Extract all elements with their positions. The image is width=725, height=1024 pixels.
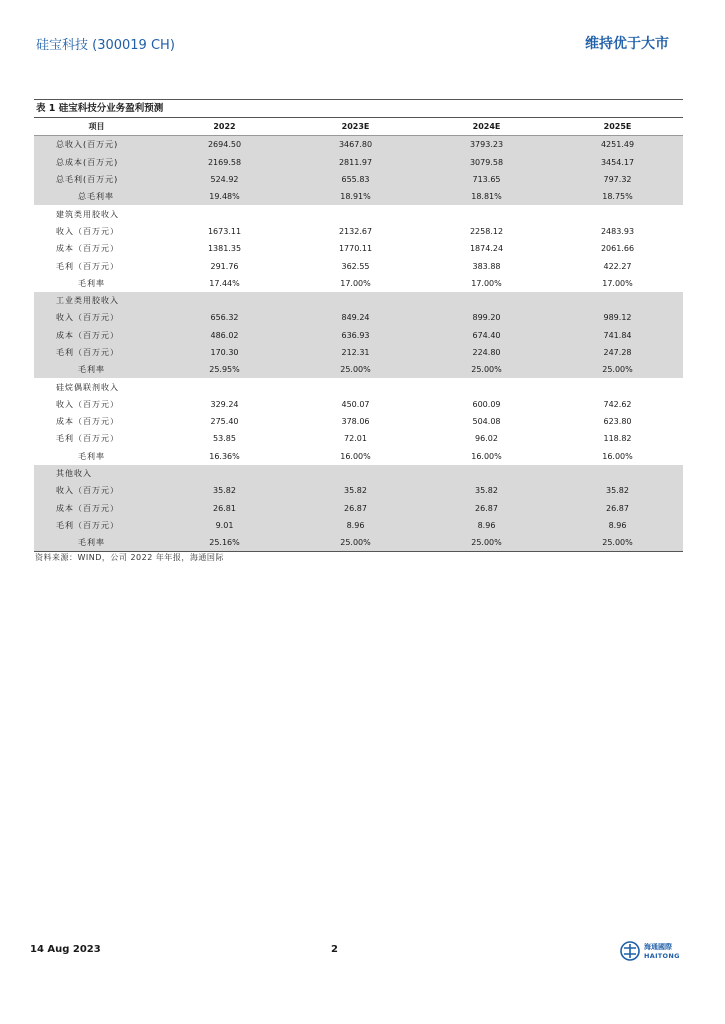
cell-value: 329.24 <box>210 399 239 409</box>
cell-value: 26.87 <box>290 500 421 517</box>
cell-value: 713.65 <box>421 171 552 188</box>
cell-value: 17.00% <box>340 278 371 288</box>
header-company: 硅宝科技 (300019 CH) <box>36 38 175 53</box>
cell-value: 655.83 <box>290 171 421 188</box>
row-label: 其他收入 <box>34 465 159 482</box>
cell-value: 19.48% <box>159 188 290 205</box>
cell-value: 2811.97 <box>290 154 421 171</box>
cell-value: 18.75% <box>552 188 683 205</box>
cell-value: 26.87 <box>552 500 683 517</box>
cell-value: 26.87 <box>421 500 552 517</box>
table-row <box>34 430 683 447</box>
cell-value: 797.32 <box>552 171 683 188</box>
table-title: 表 1 硅宝科技分业务盈利预测 <box>34 99 683 117</box>
cell-value: 2694.50 <box>159 136 290 154</box>
cell-value <box>421 378 552 395</box>
row-label: 毛利率 <box>34 361 159 378</box>
cell-value: 3079.58 <box>421 154 552 171</box>
cell-value <box>159 465 290 482</box>
row-label: 成本（百万元） <box>34 500 159 517</box>
cell-value: 25.00% <box>552 361 683 378</box>
row-label: 工业类用胶收入 <box>34 292 159 309</box>
cell-value: 72.01 <box>344 434 367 444</box>
row-label: 毛利（百万元） <box>56 434 119 444</box>
cell-value: 383.88 <box>472 261 501 271</box>
row-label: 毛利率 <box>78 451 105 461</box>
cell-value: 899.20 <box>421 309 552 326</box>
table-row <box>34 500 683 517</box>
cell-value <box>552 378 683 395</box>
cell-value: 170.30 <box>159 344 290 361</box>
footer-date: 14 Aug 2023 <box>30 944 101 955</box>
cell-value: 2483.93 <box>600 226 635 236</box>
table-row <box>34 223 683 240</box>
cell-value: 25.16% <box>159 534 290 552</box>
row-label: 收入（百万元） <box>34 482 159 499</box>
cell-value: 35.82 <box>290 482 421 499</box>
cell-value: 275.40 <box>210 417 239 427</box>
column-header: 项目 <box>34 118 159 136</box>
cell-value: 16.00% <box>602 451 633 461</box>
cell-value <box>159 292 290 309</box>
cell-value: 25.95% <box>159 361 290 378</box>
row-label: 总毛利(百万元) <box>34 171 159 188</box>
cell-value: 524.92 <box>159 171 290 188</box>
table-row <box>34 517 683 534</box>
cell-value: 224.80 <box>421 344 552 361</box>
cell-value: 35.82 <box>552 482 683 499</box>
haitong-logo-icon <box>620 941 640 961</box>
table-header-row <box>34 118 683 136</box>
column-header: 2022 <box>159 118 290 136</box>
column-header: 2025E <box>552 118 683 136</box>
cell-value: 1770.11 <box>338 244 373 254</box>
cell-value: 35.82 <box>421 482 552 499</box>
cell-value: 1874.24 <box>469 244 504 254</box>
table-row <box>34 534 683 552</box>
table-row <box>34 240 683 257</box>
cell-value <box>290 292 421 309</box>
cell-value: 1381.35 <box>207 244 242 254</box>
logo-text-en: HAITONG <box>644 952 680 960</box>
cell-value <box>421 292 552 309</box>
table-row <box>34 275 683 292</box>
table-row <box>34 413 683 430</box>
table-row <box>34 396 683 413</box>
cell-value: 25.00% <box>290 534 421 552</box>
cell-value: 118.82 <box>603 434 632 444</box>
cell-value: 3793.23 <box>421 136 552 154</box>
page-number: 2 <box>331 944 338 955</box>
cell-value: 422.27 <box>603 261 632 271</box>
cell-value: 849.24 <box>290 309 421 326</box>
cell-value: 17.44% <box>209 278 240 288</box>
cell-value: 636.93 <box>290 327 421 344</box>
cell-value <box>421 465 552 482</box>
cell-value <box>159 205 290 222</box>
cell-value: 8.96 <box>290 517 421 534</box>
cell-value: 1673.11 <box>207 226 242 236</box>
cell-value: 486.02 <box>159 327 290 344</box>
header-tagline: 维持优于大市 <box>585 36 669 52</box>
table-row <box>34 257 683 274</box>
cell-value: 212.31 <box>290 344 421 361</box>
forecast-table-block <box>34 99 683 552</box>
row-label: 收入（百万元） <box>56 226 119 236</box>
column-header: 2024E <box>421 118 552 136</box>
row-label: 收入（百万元） <box>34 309 159 326</box>
cell-value <box>290 378 421 395</box>
cell-value: 17.00% <box>602 278 633 288</box>
cell-value: 247.28 <box>552 344 683 361</box>
cell-value: 656.32 <box>159 309 290 326</box>
row-label: 毛利（百万元） <box>56 261 119 271</box>
cell-value: 16.36% <box>209 451 240 461</box>
cell-value <box>421 205 552 222</box>
cell-value: 18.81% <box>421 188 552 205</box>
table-row <box>34 154 683 171</box>
table-row <box>34 309 683 326</box>
cell-value: 16.00% <box>340 451 371 461</box>
table-row <box>34 136 683 154</box>
cell-value: 25.00% <box>290 361 421 378</box>
row-label: 毛利（百万元） <box>34 344 159 361</box>
table-row <box>34 378 683 395</box>
cell-value: 18.91% <box>290 188 421 205</box>
table-row <box>34 465 683 482</box>
table-row <box>34 361 683 378</box>
cell-value <box>159 378 290 395</box>
forecast-table <box>34 117 683 552</box>
cell-value: 96.02 <box>475 434 498 444</box>
row-label: 成本（百万元） <box>56 417 119 427</box>
cell-value <box>290 205 421 222</box>
cell-value: 989.12 <box>552 309 683 326</box>
cell-value: 2132.67 <box>338 226 373 236</box>
cell-value: 623.80 <box>603 417 632 427</box>
cell-value: 3467.80 <box>290 136 421 154</box>
cell-value <box>552 465 683 482</box>
cell-value: 504.08 <box>472 417 501 427</box>
cell-value <box>552 205 683 222</box>
cell-value: 450.07 <box>341 399 370 409</box>
table-row <box>34 327 683 344</box>
cell-value: 53.85 <box>213 434 236 444</box>
table-row <box>34 344 683 361</box>
cell-value: 362.55 <box>341 261 370 271</box>
row-label: 硅烷偶联剂收入 <box>56 382 119 392</box>
logo-text-cn: 海通國際 <box>644 943 672 951</box>
cell-value: 674.40 <box>421 327 552 344</box>
cell-value: 291.76 <box>210 261 239 271</box>
cell-value: 2258.12 <box>469 226 504 236</box>
row-label: 毛利率 <box>78 278 105 288</box>
cell-value: 16.00% <box>471 451 502 461</box>
row-label: 毛利（百万元） <box>34 517 159 534</box>
cell-value: 742.62 <box>603 399 632 409</box>
cell-value <box>290 465 421 482</box>
column-header: 2023E <box>290 118 421 136</box>
cell-value: 8.96 <box>421 517 552 534</box>
row-label: 成本（百万元） <box>34 327 159 344</box>
cell-value: 378.06 <box>341 417 370 427</box>
row-label: 总收入(百万元) <box>34 136 159 154</box>
table-row <box>34 482 683 499</box>
cell-value: 26.81 <box>159 500 290 517</box>
cell-value: 35.82 <box>159 482 290 499</box>
cell-value: 2169.58 <box>159 154 290 171</box>
table-row <box>34 188 683 205</box>
row-label: 总毛利率 <box>34 188 159 205</box>
cell-value: 4251.49 <box>552 136 683 154</box>
table-row <box>34 292 683 309</box>
cell-value: 2061.66 <box>600 244 635 254</box>
table-row <box>34 205 683 222</box>
cell-value: 600.09 <box>472 399 501 409</box>
haitong-logo <box>620 940 680 964</box>
cell-value: 8.96 <box>552 517 683 534</box>
table-row <box>34 448 683 465</box>
source-note: 资料来源：WIND，公司 2022 年年报，海通国际 <box>35 553 224 562</box>
cell-value: 17.00% <box>471 278 502 288</box>
row-label: 建筑类用胶收入 <box>56 209 119 219</box>
row-label: 毛利率 <box>34 534 159 552</box>
cell-value: 741.84 <box>552 327 683 344</box>
table-row <box>34 171 683 188</box>
row-label: 收入（百万元） <box>56 399 119 409</box>
cell-value: 25.00% <box>552 534 683 552</box>
cell-value: 25.00% <box>421 534 552 552</box>
cell-value: 9.01 <box>159 517 290 534</box>
cell-value <box>552 292 683 309</box>
cell-value: 25.00% <box>421 361 552 378</box>
cell-value: 3454.17 <box>552 154 683 171</box>
row-label: 总成本(百万元) <box>34 154 159 171</box>
row-label: 成本（百万元） <box>56 244 119 254</box>
